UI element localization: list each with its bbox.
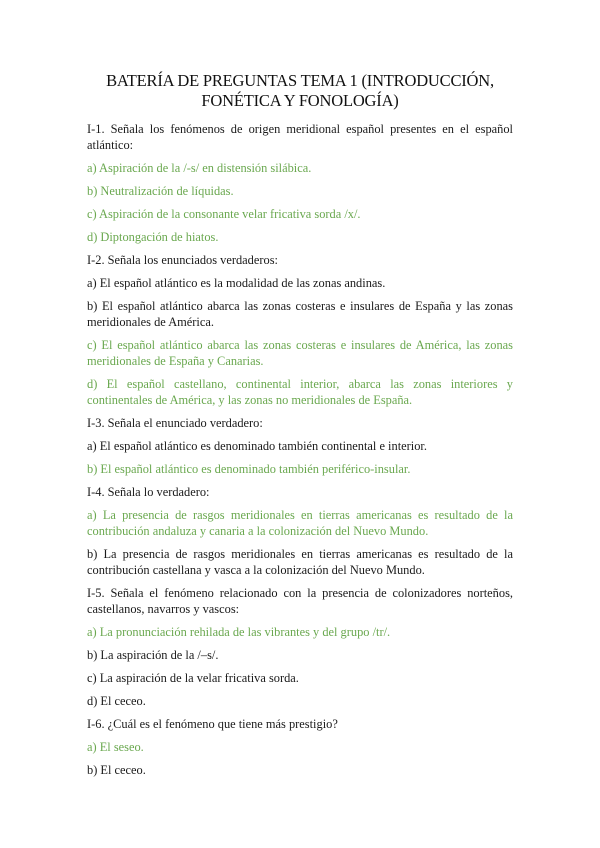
title-line-1: BATERÍA DE PREGUNTAS TEMA 1 (INTRODUCCIÓN, — [106, 71, 494, 90]
answer-option: c) Aspiración de la consonante velar fricativa sorda /x/. — [87, 207, 361, 221]
answer-option: b) El ceceo. — [87, 763, 146, 777]
answer-option: a) La presencia de rasgos meridionales en tierras americanas es resultado de la contribución andaluza y canaria a la colonización del Nuevo Mundo. — [87, 508, 513, 538]
answer-option: c) La aspiración de la velar fricativa sorda. — [87, 671, 299, 685]
question-prompt: I-1. Señala los fenómenos de origen meridional español presentes en el español atlántico: — [87, 122, 513, 152]
question-prompt: I-5. Señala el fenómeno relacionado con la presencia de colonizadores norteños, castellanos, navarros y vascos: — [87, 586, 513, 616]
answer-option: b) El español atlántico es denominado también periférico-insular. — [87, 462, 411, 476]
answer-option: d) Diptongación de hiatos. — [87, 230, 219, 244]
question-prompt: I-2. Señala los enunciados verdaderos: — [87, 253, 278, 267]
document-title — [87, 0, 513, 111]
answer-option: d) El español castellano, continental interior, abarca las zonas interiores y continentales de América, y las zonas no meridionales de España. — [87, 377, 513, 407]
answer-option: b) La presencia de rasgos meridionales en tierras americanas es resultado de la contribución castellana y vasca a la colonización del Nuevo Mundo. — [87, 547, 513, 577]
answer-option: b) El español atlántico abarca las zonas costeras e insulares de España y las zonas meridionales de América. — [87, 299, 513, 329]
question-list — [87, 121, 513, 778]
answer-option: a) El seseo. — [87, 740, 144, 754]
answer-option: a) La pronunciación rehilada de las vibrantes y del grupo /tr/. — [87, 625, 391, 639]
answer-option: c) El español atlántico abarca las zonas costeras e insulares de América, las zonas meridionales de España y Canarias. — [87, 338, 513, 368]
answer-option: b) La aspiración de la /–s/. — [87, 648, 219, 662]
question-prompt: I-4. Señala lo verdadero: — [87, 485, 210, 499]
answer-option: b) Neutralización de líquidas. — [87, 184, 234, 198]
question-prompt: I-6. ¿Cuál es el fenómeno que tiene más prestigio? — [87, 717, 338, 731]
question-prompt: I-3. Señala el enunciado verdadero: — [87, 416, 263, 430]
answer-option: a) Aspiración de la /-s/ en distensión silábica. — [87, 161, 312, 175]
answer-option: d) El ceceo. — [87, 694, 146, 708]
title-line-2: FONÉTICA Y FONOLOGÍA) — [201, 91, 399, 110]
answer-option: a) El español atlántico es la modalidad de las zonas andinas. — [87, 276, 386, 290]
answer-option: a) El español atlántico es denominado también continental e interior. — [87, 439, 427, 453]
